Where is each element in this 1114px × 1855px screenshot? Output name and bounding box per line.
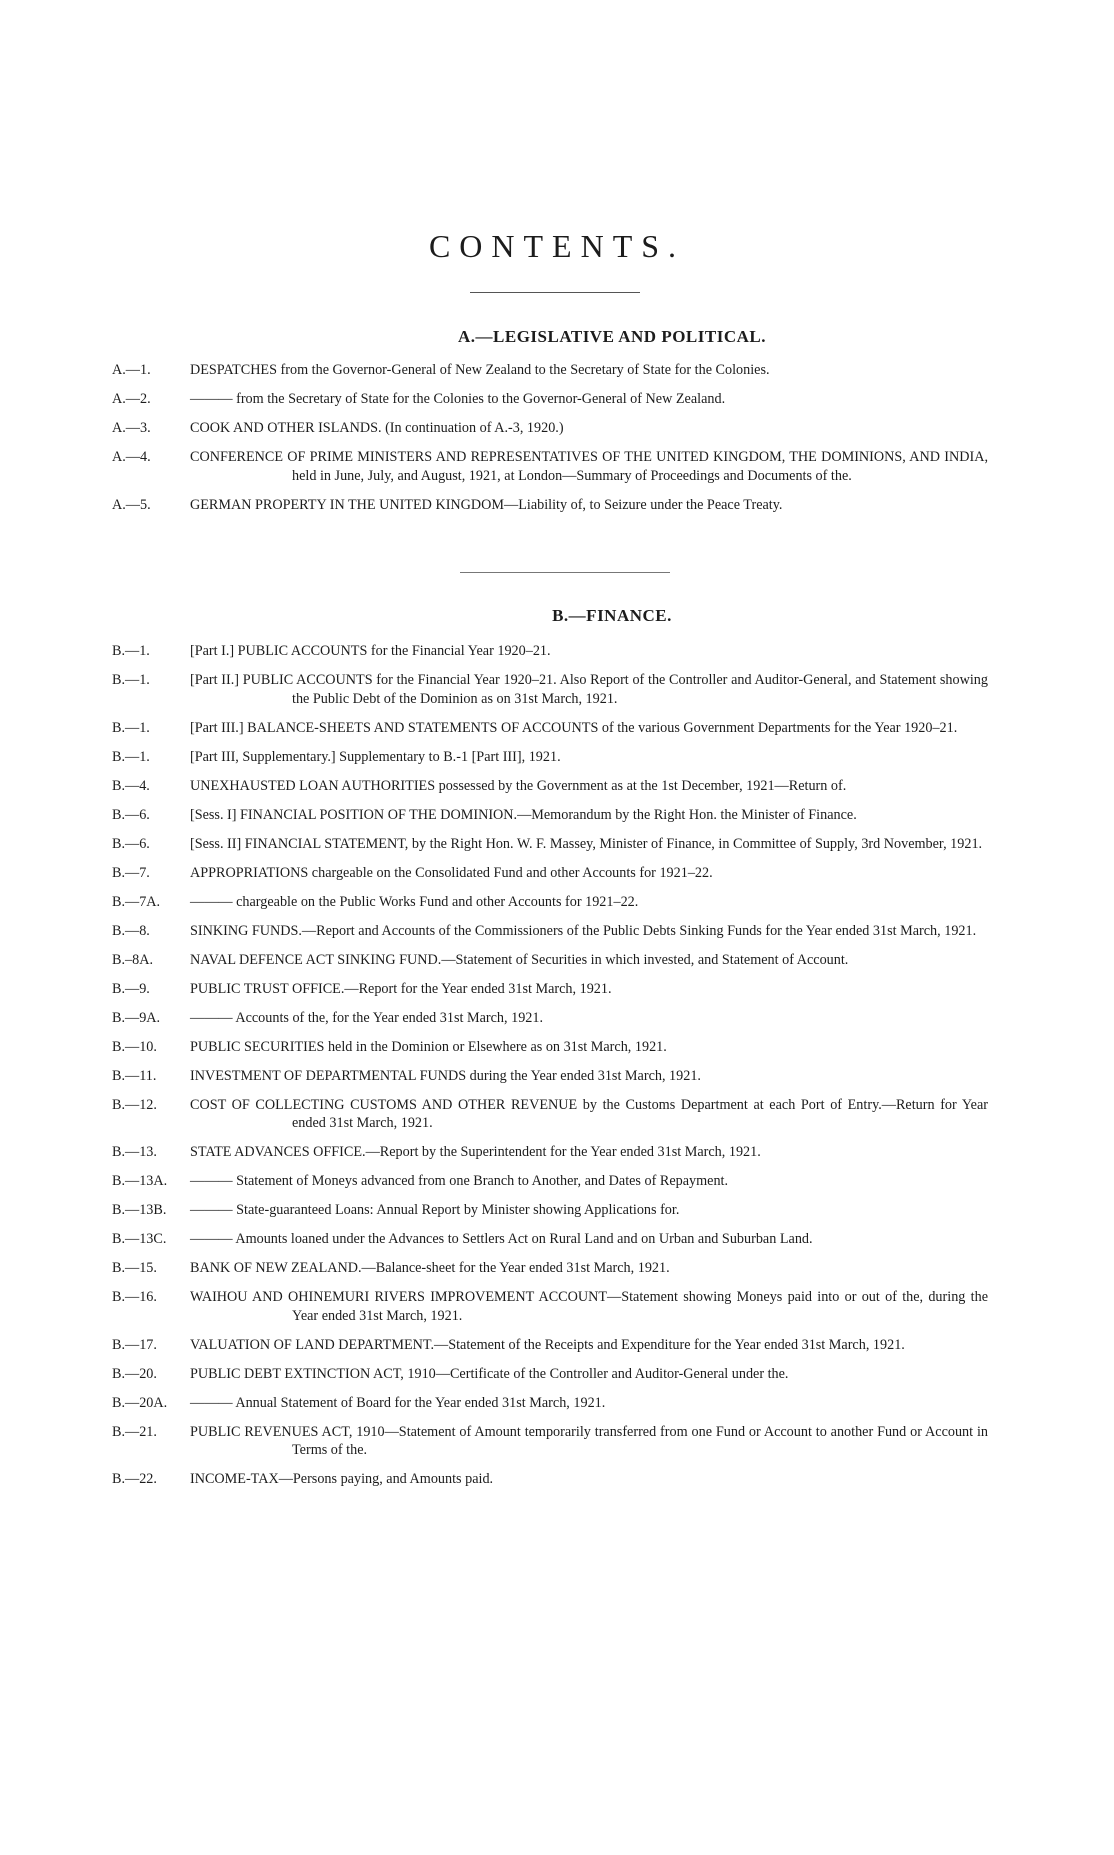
entry-code: B.—13B.	[112, 1202, 167, 1218]
contents-entry	[0, 719, 1114, 738]
entry-body	[190, 835, 988, 854]
entry-body	[190, 390, 988, 409]
contents-entry	[0, 777, 1114, 796]
section-a-entries	[0, 361, 1114, 525]
page-title: CONTENTS.	[428, 228, 686, 264]
entry-code: B.—21.	[112, 1423, 157, 1440]
contents-entry	[0, 806, 1114, 825]
entry-body	[190, 893, 988, 912]
entry-code: B.—22.	[112, 1471, 157, 1487]
entry-body	[190, 496, 988, 515]
entry-text: CONFERENCE OF PRIME MINISTERS AND REPRESENTATIVES OF THE UNITED KINGDOM, THE DOMINIONS, AND INDIA, held in June, July, and August, 1921, at London—Summary of Proceedings and Documents of the.	[190, 449, 988, 484]
contents-entry	[0, 496, 1114, 515]
entry-code: B.–8A.	[112, 951, 153, 968]
entry-body	[190, 642, 988, 661]
entry-code: B.—7A.	[112, 893, 161, 910]
entry-text: ——— State-guaranteed Loans: Annual Report by Minister showing Applications for.	[190, 1202, 680, 1218]
entry-body	[190, 1365, 988, 1384]
entry-code: A.—2.	[112, 391, 151, 407]
entry-code: B.—16.	[112, 1289, 157, 1305]
entry-text: NAVAL DEFENCE ACT SINKING FUND.—Statement of Securities in which invested, and Statement of Account.	[190, 951, 849, 968]
entry-body	[190, 864, 988, 883]
contents-entry	[0, 1288, 1114, 1325]
contents-entry	[0, 448, 1114, 485]
contents-entry	[0, 1201, 1114, 1220]
contents-entry	[0, 1230, 1114, 1249]
entry-text: WAIHOU AND OHINEMURI RIVERS IMPROVEMENT ACCOUNT—Statement showing Moneys paid into or out of the, during the Year ended 31st March, 1921.	[190, 1289, 988, 1324]
contents-entry	[0, 1067, 1114, 1086]
entry-text: STATE ADVANCES OFFICE.—Report by the Superintendent for the Year ended 31st March, 1921.	[190, 1144, 761, 1160]
entry-code: B.—1.	[112, 719, 150, 736]
entry-text: BANK OF NEW ZEALAND.—Balance-sheet for the Year ended 31st March, 1921.	[190, 1260, 670, 1276]
entry-text: APPROPRIATIONS chargeable on the Consolidated Fund and other Accounts for 1921–22.	[190, 864, 713, 881]
contents-entry	[0, 864, 1114, 883]
contents-entry	[0, 419, 1114, 438]
entry-text: GERMAN PROPERTY IN THE UNITED KINGDOM—Liability of, to Seizure under the Peace Treaty.	[190, 496, 783, 513]
entry-code: B.—4.	[112, 777, 150, 794]
entry-body	[190, 922, 988, 941]
contents-entry	[0, 390, 1114, 409]
entry-text: DESPATCHES from the Governor-General of New Zealand to the Secretary of State for the Colonies.	[190, 362, 770, 378]
entry-text: ——— Annual Statement of Board for the Year ended 31st March, 1921.	[190, 1394, 606, 1411]
contents-entry	[0, 671, 1114, 708]
entry-code: B.—9.	[112, 980, 150, 997]
entry-text: PUBLIC TRUST OFFICE.—Report for the Year ended 31st March, 1921.	[190, 980, 612, 997]
entry-code: A.—3.	[112, 420, 151, 436]
contents-entry	[0, 642, 1114, 661]
entry-code: B.—13.	[112, 1144, 157, 1160]
entry-text: PUBLIC REVENUES ACT, 1910—Statement of Amount temporarily transferred from one Fund or Account to another Fund or Account in Terms of the.	[190, 1423, 988, 1458]
entry-body	[190, 1201, 988, 1220]
entry-code: B.—12.	[112, 1096, 157, 1113]
entry-body	[190, 1143, 988, 1162]
entry-body	[190, 419, 988, 438]
contents-entry	[0, 1365, 1114, 1384]
entry-body	[190, 448, 988, 485]
entry-text: COST OF COLLECTING CUSTOMS AND OTHER REVENUE by the Customs Department at each Port of Entry.—Return for Year ended 31st March, 1921.	[190, 1096, 988, 1131]
entry-code: B.—6.	[112, 806, 150, 823]
entry-code: B.—13C.	[112, 1231, 167, 1247]
contents-entry	[0, 1470, 1114, 1489]
title-rule	[470, 292, 640, 293]
entry-body	[190, 671, 988, 708]
entry-text: UNEXHAUSTED LOAN AUTHORITIES possessed by the Government as at the 1st December, 1921—Return of.	[190, 777, 847, 794]
entry-code: B.—1.	[112, 643, 150, 659]
entry-code: B.—8.	[112, 922, 150, 939]
contents-entry	[0, 1038, 1114, 1057]
contents-entry	[0, 361, 1114, 380]
entry-text: VALUATION OF LAND DEPARTMENT.—Statement of the Receipts and Expenditure for the Year ended 31st March, 1921.	[190, 1336, 905, 1353]
contents-entry	[0, 980, 1114, 999]
entry-body	[190, 1038, 988, 1057]
entry-body	[190, 719, 988, 738]
contents-entry	[0, 1009, 1114, 1028]
entry-code: B.—13A.	[112, 1173, 168, 1189]
entry-code: B.—20.	[112, 1365, 157, 1382]
entry-body	[190, 1470, 988, 1489]
entry-code: A.—5.	[112, 496, 151, 513]
entry-text: PUBLIC SECURITIES held in the Dominion or Elsewhere as on 31st March, 1921.	[190, 1038, 667, 1055]
entry-body	[190, 748, 988, 767]
entry-body	[190, 1172, 988, 1191]
entry-body	[190, 361, 988, 380]
entry-body	[190, 1288, 988, 1325]
section-heading-finance: B.—FINANCE.	[552, 606, 672, 625]
entry-text: PUBLIC DEBT EXTINCTION ACT, 1910—Certificate of the Controller and Auditor-General under the.	[190, 1365, 789, 1382]
entry-text: ——— Accounts of the, for the Year ended 31st March, 1921.	[190, 1009, 544, 1026]
entry-body	[190, 1067, 988, 1086]
entry-body	[190, 1230, 988, 1249]
contents-entry	[0, 951, 1114, 970]
entry-text: ——— from the Secretary of State for the Colonies to the Governor-General of New Zealand.	[190, 391, 726, 407]
entry-body	[190, 1394, 988, 1413]
contents-entry	[0, 1096, 1114, 1133]
entry-text: INVESTMENT OF DEPARTMENTAL FUNDS during the Year ended 31st March, 1921.	[190, 1067, 701, 1084]
contents-entry	[0, 1336, 1114, 1355]
entry-text: INCOME-TAX—Persons paying, and Amounts paid.	[190, 1471, 494, 1487]
entry-text: [Part III, Supplementary.] Supplementary to B.-1 [Part III], 1921.	[190, 748, 561, 765]
contents-entry	[0, 893, 1114, 912]
entry-body	[190, 777, 988, 796]
entry-code: B.—17.	[112, 1336, 157, 1353]
entry-text: ——— chargeable on the Public Works Fund and other Accounts for 1921–22.	[190, 893, 639, 910]
entry-code: A.—4.	[112, 449, 151, 465]
entry-text: ——— Amounts loaned under the Advances to Settlers Act on Rural Land and on Urban and Suburban Land.	[190, 1231, 813, 1247]
entry-body	[190, 1423, 988, 1460]
contents-entry	[0, 1172, 1114, 1191]
entry-body	[190, 1259, 988, 1278]
contents-entry	[0, 748, 1114, 767]
contents-entry	[0, 1259, 1114, 1278]
entry-code: B.—11.	[112, 1067, 157, 1084]
entry-code: B.—15.	[112, 1260, 157, 1276]
entry-body	[190, 806, 988, 825]
entry-code: B.—7.	[112, 864, 150, 881]
entry-code: B.—10.	[112, 1038, 157, 1055]
entry-text: COOK AND OTHER ISLANDS. (In continuation of A.-3, 1920.)	[190, 420, 564, 436]
entry-text: [Sess. II] FINANCIAL STATEMENT, by the Right Hon. W. F. Massey, Minister of Finance, in Committee of Supply, 3rd November, 1921.	[190, 835, 983, 852]
entry-body	[190, 1009, 988, 1028]
contents-entry	[0, 1423, 1114, 1460]
entry-text: [Sess. I] FINANCIAL POSITION OF THE DOMINION.—Memorandum by the Right Hon. the Minister of Finance.	[190, 806, 857, 823]
entry-code: A.—1.	[112, 362, 151, 378]
entry-text: [Part I.] PUBLIC ACCOUNTS for the Financial Year 1920–21.	[190, 643, 551, 659]
section-b-entries	[0, 642, 1114, 1499]
entry-code: B.—20A.	[112, 1394, 168, 1411]
entry-body	[190, 1096, 988, 1133]
entry-code: B.—9A.	[112, 1009, 161, 1026]
entry-body	[190, 1336, 988, 1355]
entry-text: ——— Statement of Moneys advanced from one Branch to Another, and Dates of Repayment.	[190, 1173, 729, 1189]
entry-text: [Part III.] BALANCE-SHEETS AND STATEMENTS OF ACCOUNTS of the various Government Departments for the Year 1920–21.	[190, 719, 958, 736]
section-rule	[460, 572, 670, 573]
entry-code: B.—6.	[112, 835, 150, 852]
entry-text: [Part II.] PUBLIC ACCOUNTS for the Financial Year 1920–21. Also Report of the Controller and Auditor-General, and Statement showing the Public Debt of the Dominion as on 31st March, 1921.	[190, 672, 988, 707]
entry-text: SINKING FUNDS.—Report and Accounts of the Commissioners of the Public Debts Sinking Funds for the Year ended 31st March, 1921.	[190, 922, 977, 939]
contents-entry	[0, 922, 1114, 941]
entry-body	[190, 951, 988, 970]
contents-entry	[0, 1394, 1114, 1413]
contents-entry	[0, 835, 1114, 854]
contents-entry	[0, 1143, 1114, 1162]
entry-code: B.—1.	[112, 748, 150, 765]
section-heading-legislative: A.—LEGISLATIVE AND POLITICAL.	[458, 327, 766, 346]
entry-code: B.—1.	[112, 672, 150, 688]
entry-body	[190, 980, 988, 999]
